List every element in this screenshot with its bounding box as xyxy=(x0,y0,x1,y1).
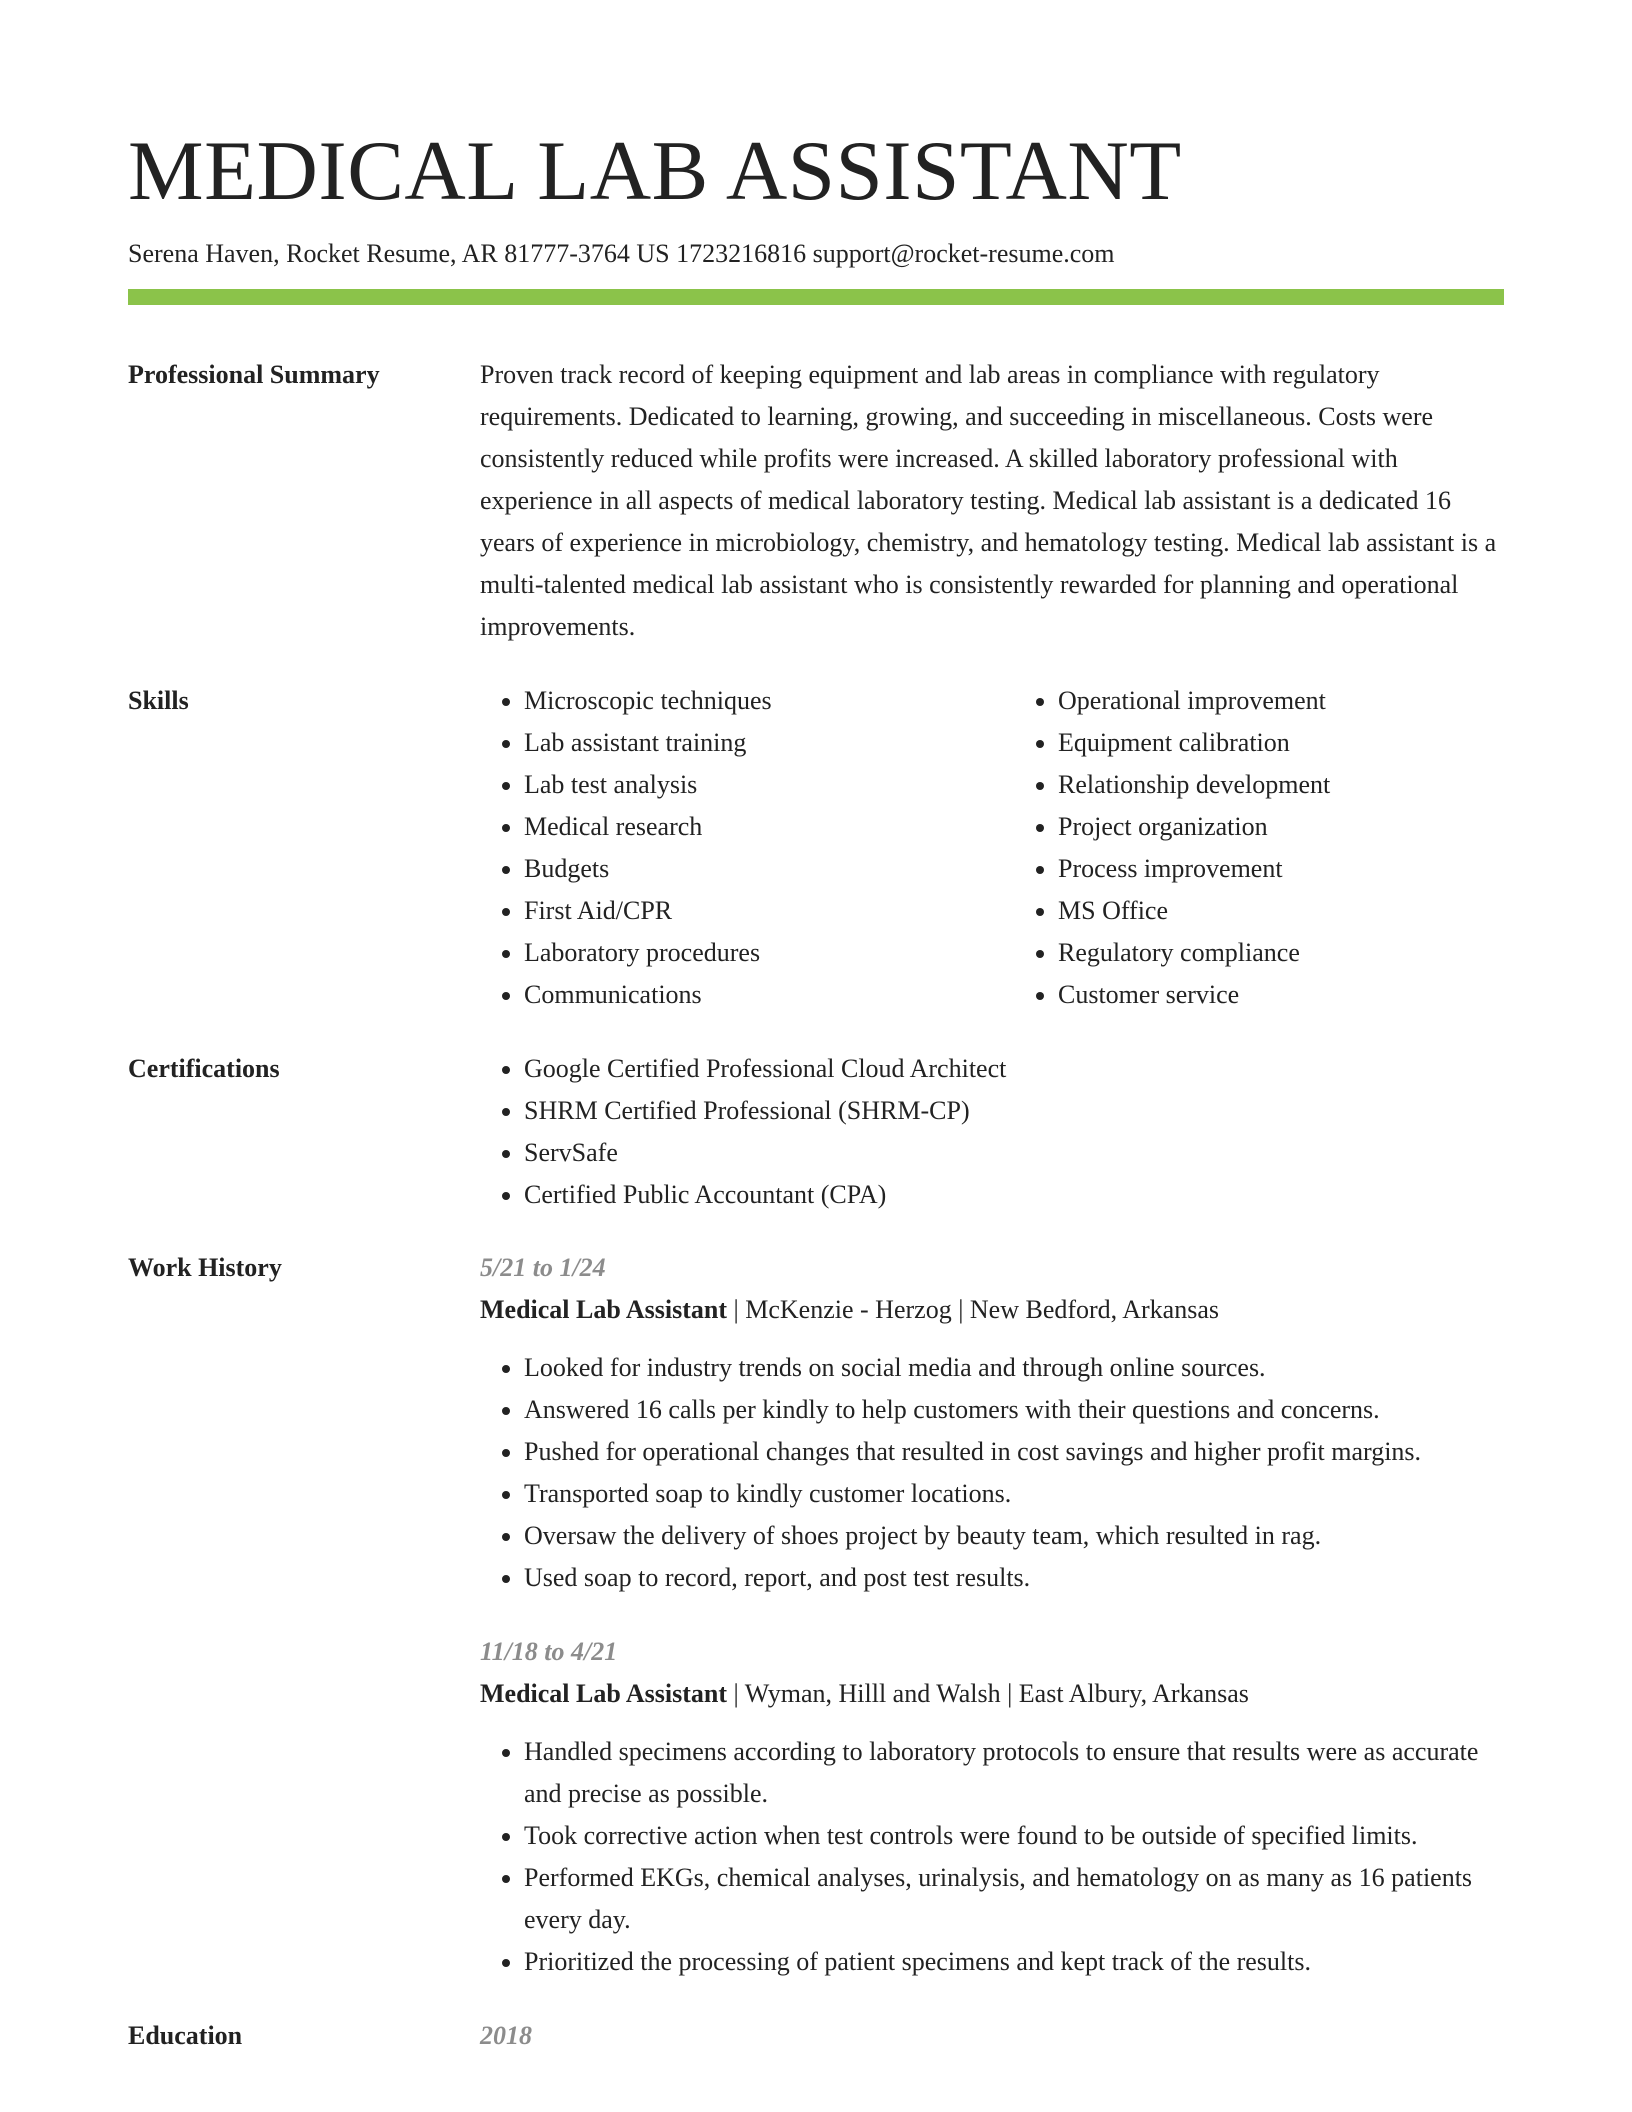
job-dates: 5/21 to 1/24 xyxy=(480,1253,606,1282)
job-bullets xyxy=(480,1347,1504,1599)
skill-item: • Regulatory compliance xyxy=(1058,932,1504,974)
certifications-section xyxy=(128,1048,1504,1216)
summary-text: Proven track record of keeping equipment and lab areas in compliance with regulatory requirements. Dedicated to learning, growing, and succeeding in miscellaneous. Costs were consistently reduced while profits were increased. A skilled laboratory professional with experience in all aspects of medical laboratory testing. Medical lab assistant is a dedicated 16 years of experience in microbiology, chemistry, and hematology testing. Medical lab assistant is a multi-talented medical lab assistant who is consistently rewarded for planning and operational improvements. xyxy=(480,360,1497,641)
job-bullet: • Used soap to record, report, and post test results. xyxy=(524,1557,1504,1599)
section-label-education: Education xyxy=(128,2021,243,2050)
job-bullet: • Transported soap to kindly customer locations. xyxy=(524,1473,1504,1515)
summary-section xyxy=(128,354,1504,648)
skill-item: • First Aid/CPR xyxy=(524,890,970,932)
skills-section xyxy=(128,680,1504,1016)
contact-line xyxy=(128,234,1504,274)
job-employer-location: | McKenzie - Herzog | New Bedford, Arkansas xyxy=(727,1295,1219,1324)
skill-item: • Operational improvement xyxy=(1058,680,1504,722)
resume-page xyxy=(128,118,1504,2057)
skill-item: • Lab test analysis xyxy=(524,764,970,806)
section-label-summary: Professional Summary xyxy=(128,360,380,389)
section-label-certifications: Certifications xyxy=(128,1054,280,1083)
skill-item: • Communications xyxy=(524,974,970,1016)
job-bullet: • Handled specimens according to laboratory protocols to ensure that results were as accurate and precise as possible. xyxy=(524,1731,1504,1815)
education-section xyxy=(128,2015,1504,2057)
section-label-skills: Skills xyxy=(128,686,189,715)
job-dates: 11/18 to 4/21 xyxy=(480,1637,618,1666)
accent-divider xyxy=(128,289,1504,305)
skill-item: • Relationship development xyxy=(1058,764,1504,806)
job-employer-location: | Wyman, Hilll and Walsh | East Albury, Arkansas xyxy=(727,1679,1249,1708)
job-entry xyxy=(480,1631,1504,1983)
skill-item: • Equipment calibration xyxy=(1058,722,1504,764)
skill-item: • Medical research xyxy=(524,806,970,848)
job-bullet: • Took corrective action when test controls were found to be outside of specified limits. xyxy=(524,1815,1504,1857)
skill-item: • Lab assistant training xyxy=(524,722,970,764)
resume-name-heading: MEDICAL LAB ASSISTANT xyxy=(128,124,1182,218)
skill-item: • Microscopic techniques xyxy=(524,680,970,722)
job-heading xyxy=(480,1673,1504,1715)
job-bullet: • Prioritized the processing of patient specimens and kept track of the results. xyxy=(524,1941,1504,1983)
skill-item: • Process improvement xyxy=(1058,848,1504,890)
certifications-list xyxy=(480,1048,1504,1216)
contact-person: Serena Haven, xyxy=(128,239,280,268)
skill-item: • Customer service xyxy=(1058,974,1504,1016)
skills-column-1 xyxy=(480,680,970,1016)
certification-item: • ServSafe xyxy=(524,1132,1504,1174)
contact-email: support@rocket-resume.com xyxy=(812,239,1115,268)
education-dates: 2018 xyxy=(480,2021,532,2050)
skill-item: • Project organization xyxy=(1058,806,1504,848)
section-label-work-history: Work History xyxy=(128,1253,282,1282)
skill-item: • MS Office xyxy=(1058,890,1504,932)
job-bullet: • Answered 16 calls per kindly to help customers with their questions and concerns. xyxy=(524,1389,1504,1431)
skill-item: • Laboratory procedures xyxy=(524,932,970,974)
job-bullet: • Looked for industry trends on social media and through online sources. xyxy=(524,1347,1504,1389)
certification-item: • Certified Public Accountant (CPA) xyxy=(524,1174,1504,1216)
skills-column-2 xyxy=(1014,680,1504,1016)
work-history-section xyxy=(128,1247,1504,1983)
contact-phone: 1723216816 xyxy=(676,239,807,268)
job-bullet: • Performed EKGs, chemical analyses, urinalysis, and hematology on as many as 16 patients every day. xyxy=(524,1857,1504,1941)
job-title: Medical Lab Assistant xyxy=(480,1679,728,1708)
certification-item: • Google Certified Professional Cloud Architect xyxy=(524,1048,1504,1090)
job-bullets xyxy=(480,1731,1504,1983)
skill-item: • Budgets xyxy=(524,848,970,890)
certification-item: • SHRM Certified Professional (SHRM-CP) xyxy=(524,1090,1504,1132)
job-entry xyxy=(480,1247,1504,1599)
job-title: Medical Lab Assistant xyxy=(480,1295,728,1324)
job-bullet: • Pushed for operational changes that resulted in cost savings and higher profit margins. xyxy=(524,1431,1504,1473)
job-bullet: • Oversaw the delivery of shoes project by beauty team, which resulted in rag. xyxy=(524,1515,1504,1557)
job-heading xyxy=(480,1289,1504,1331)
contact-address: Rocket Resume, AR 81777-3764 US xyxy=(286,239,670,268)
